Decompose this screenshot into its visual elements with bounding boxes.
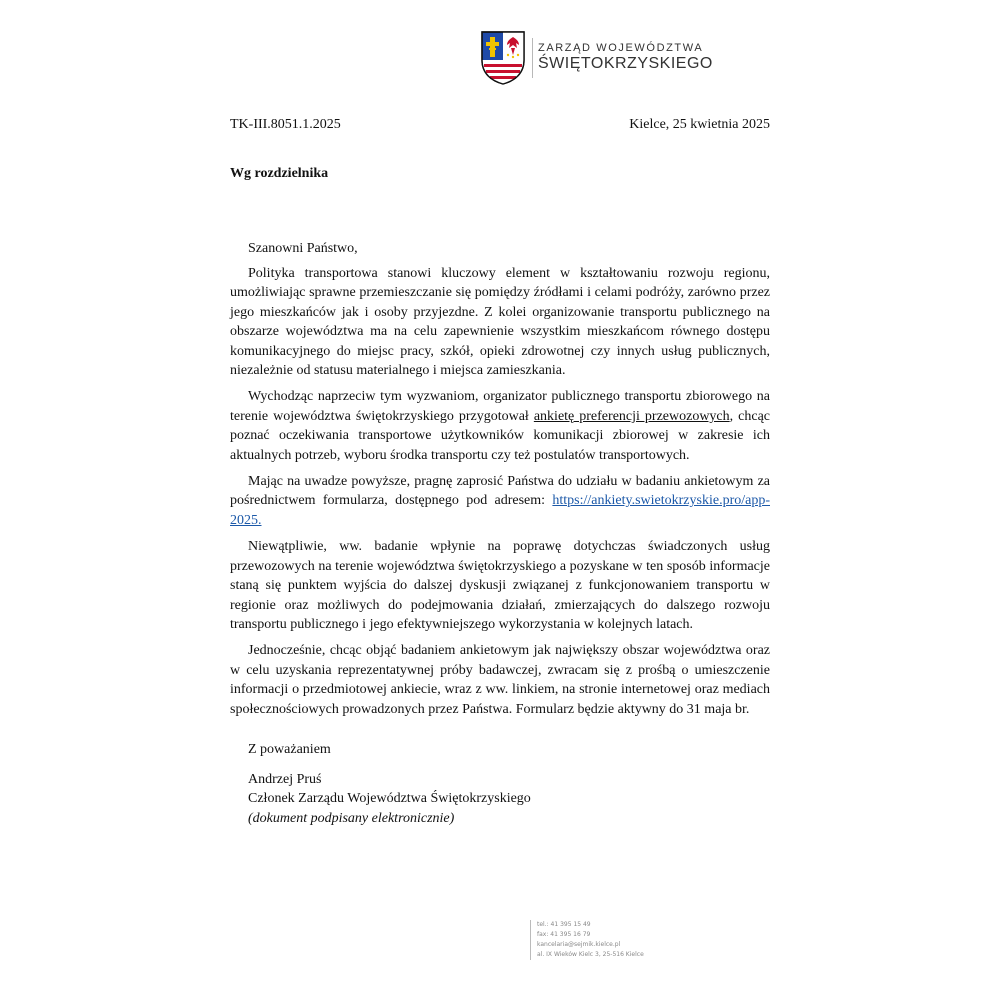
letterhead — [480, 30, 720, 86]
paragraph-3 — [230, 472, 770, 530]
footer-phone: tel.: 41 395 15 49 — [537, 921, 591, 928]
paragraph-5: Jednocześnie, chcąc objąć badaniem ankietowym jak największy obszar województwa oraz w celu uzyskania reprezentatywnej próby badawczej, zwracam się z prośbą o umieszczenie informacji o przedmiotowej ankiecie, wraz z ww. linkiem, na stronie internetowej oraz mediach społecznościowych prowadzonych przez Państwa. Formularz będzie aktywny do 31 maja br. — [230, 643, 770, 717]
letter-date: Kielce, 25 kwietnia 2025 — [629, 117, 770, 132]
letterhead-divider — [532, 38, 533, 78]
contact-footer — [530, 920, 644, 960]
signature-note: (dokument podpisany elektronicznie) — [248, 810, 455, 826]
footer-fax: fax: 41 395 16 79 — [537, 931, 591, 938]
recipient: Wg rozdzielnika — [230, 166, 329, 181]
paragraph-2-text-start: Wychodząc naprzeciw tym wyzwaniom, organizator publicznego transportu zbiorowego na terenie województwa świętokrzyskiego przygotował — [230, 389, 770, 424]
org-name-line2: ŚWIĘTOKRZYSKIEGO — [538, 55, 713, 72]
closing-phrase: Z poważaniem — [248, 742, 331, 757]
letter-body — [230, 264, 770, 726]
salutation: Szanowni Państwo, — [248, 241, 358, 256]
reference-number: TK-III.8051.1.2025 — [230, 117, 341, 132]
paragraph-2 — [230, 387, 770, 465]
footer-address: al. IX Wieków Kielc 3, 25-516 Kielce — [537, 951, 644, 958]
footer-email: kancelaria@sejmik.kielce.pl — [537, 941, 621, 948]
org-name-line1: ZARZĄD WOJEWÓDZTWA — [538, 42, 704, 54]
voivodeship-coat-of-arms-logo — [480, 30, 526, 86]
paragraph-2-text-end: , chcąc poznać oczekiwania transportowe użytkowników komunikacji zbiorowej w zakresie ich aktualnych potrzeb, wyboru środka transportu czy też postulatów transportowych. — [230, 408, 771, 463]
survey-link[interactable]: https://ankiety.swietokrzyskie.pro/app-2025. — [230, 493, 770, 528]
signature-block — [248, 740, 531, 828]
paragraph-3-text: Mając na uwadze powyższe, pragnę zaprosić Państwa do udziału w badaniu ankietowym za pośrednictwem formularza, dostępnego pod adresem: — [230, 474, 770, 509]
paragraph-4: Niewątpliwie, ww. badanie wpłynie na poprawę dotychczas świadczonych usług przewozowych na terenie województwa świętokrzyskiego a pozyskane w ten sposób informacje staną się punktem wyjścia do dalszej dyskusji związanej z funkcjonowaniem transportu w regionie oraz możliwych do podejmowania działań, zmierzających do dalszego rozwoju transportu publicznego i jego efektywniejszego wykorzystania w kolejnych latach. — [230, 539, 770, 632]
signer-name: Andrzej Pruś — [248, 772, 322, 788]
paragraph-1: Polityka transportowa stanowi kluczowy element w kształtowaniu rozwoju regionu, umożliwiając sprawne przemieszczanie się pomiędzy źródłami i celami podróży, zarówno przez jego mieszkańców jak i osoby przyjezdne. Z kolei organizowanie transportu publicznego na obszarze województwa ma na celu zapewnienie wszystkim mieszkańcom równego dostępu komunikacyjnego do miejsc pracy, szkół, opieki zdrowotnej czy innych usług publicznych, niezależnie od statusu materialnego i miejsca zamieszkania. — [230, 266, 770, 379]
survey-name-underlined: ankietę preferencji przewozowych — [533, 408, 730, 424]
signer-title: Członek Zarządu Województwa Świętokrzyskiego — [248, 791, 531, 807]
